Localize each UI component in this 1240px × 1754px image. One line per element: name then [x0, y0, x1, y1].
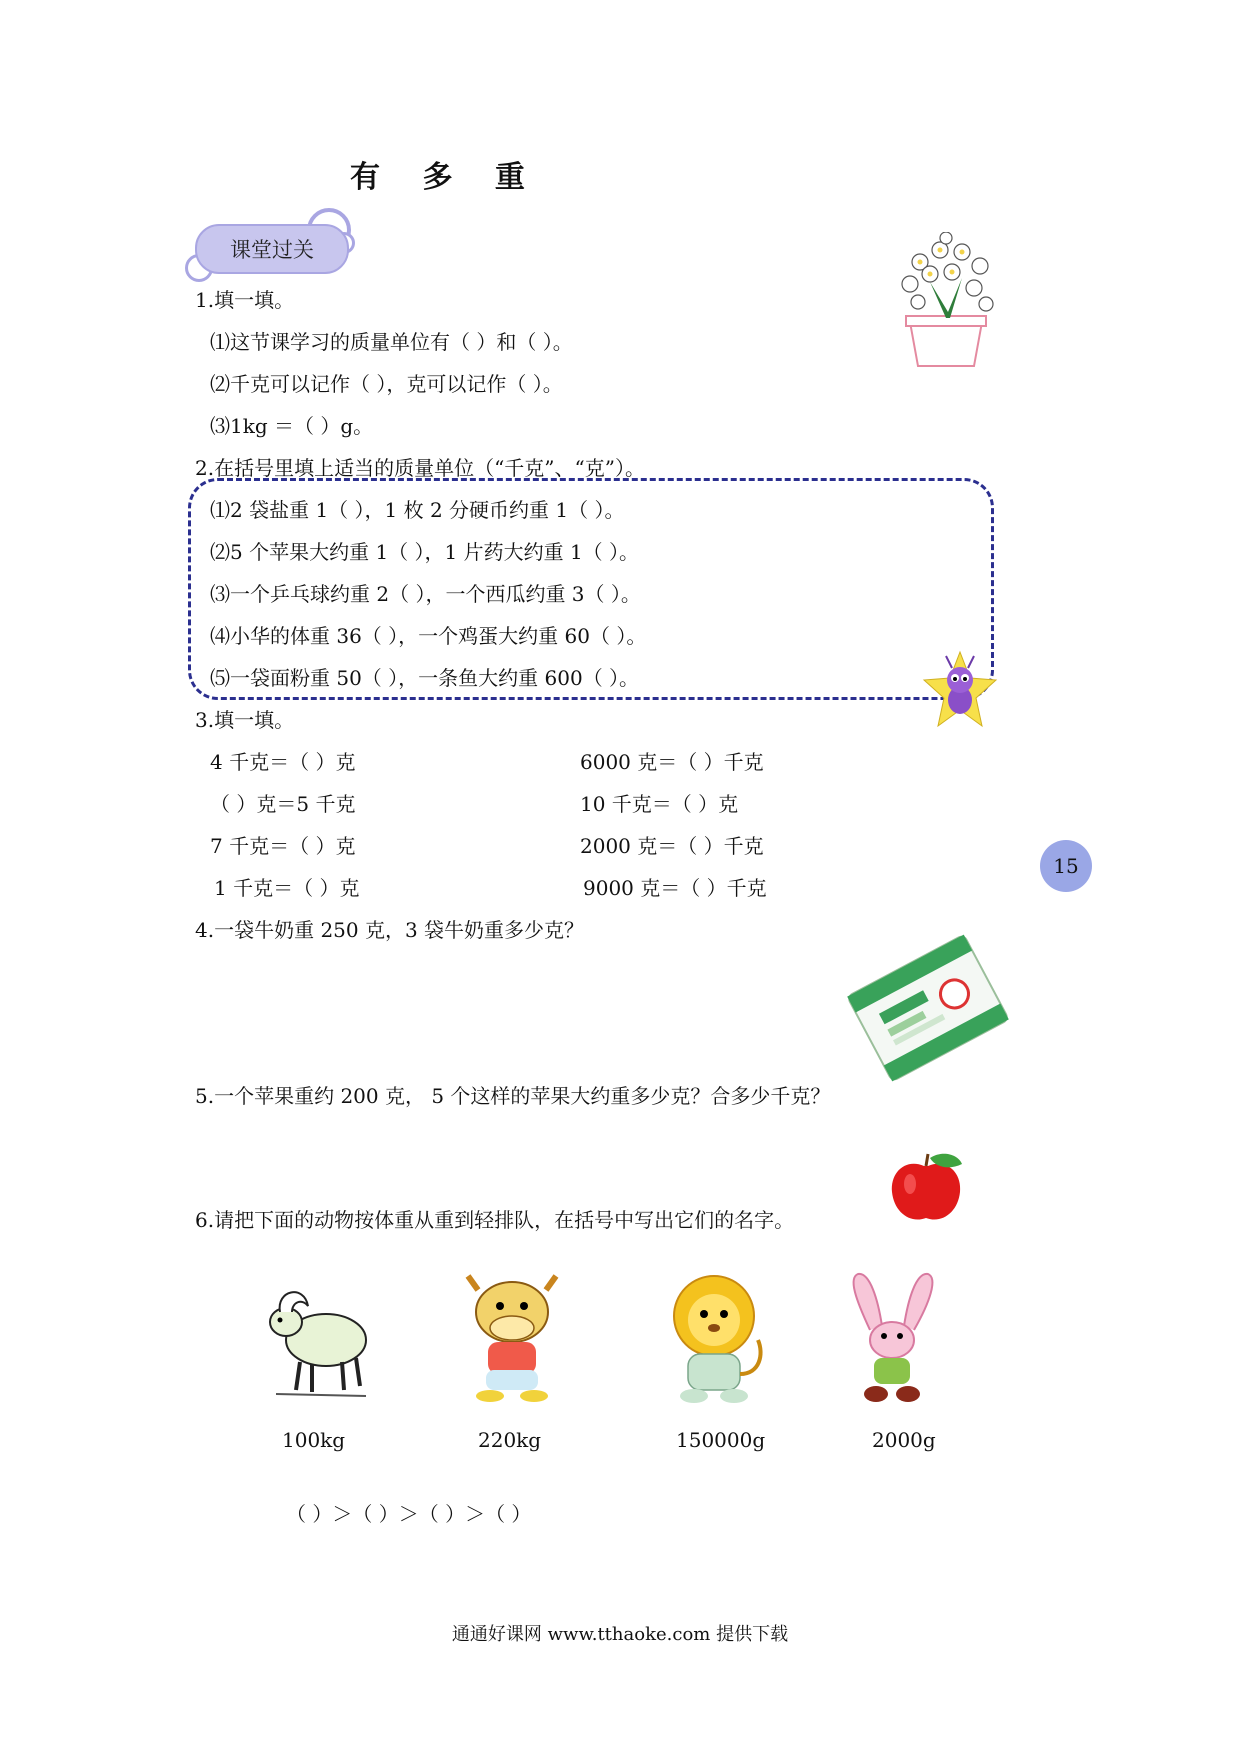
- ant-icon: [920, 648, 998, 732]
- ordering-blanks: （ ）＞（ ）＞（ ）＞（ ）: [286, 1502, 532, 1526]
- q6-heading: 6.请把下面的动物按体重从重到轻排队，在括号中写出它们的名字。: [195, 1208, 795, 1232]
- q1-item: ⑶1kg ＝（ ）g。: [210, 414, 374, 438]
- q3-right-item: 10 千克＝（ ）克: [580, 792, 739, 816]
- milk-bag-icon: [838, 920, 1018, 1096]
- q3-heading: 3.填一填。: [195, 708, 295, 732]
- rabbit-icon: [842, 1270, 938, 1410]
- page-number: 15: [1040, 840, 1092, 892]
- q3-right-item: 2000 克＝（ ）千克: [580, 834, 764, 858]
- q2-item: ⑴2 袋盐重 1（ ），1 枚 2 分硬币约重 1（ ）。: [210, 498, 625, 522]
- q2-heading: 2.在括号里填上适当的质量单位（“千克”、“克”）。: [195, 456, 645, 480]
- q3-left-item: 4 千克＝（ ）克: [210, 750, 356, 774]
- section-badge-label: 课堂过关: [195, 224, 349, 274]
- apple-icon: [886, 1150, 966, 1224]
- goat-icon: [256, 1276, 378, 1402]
- q2-item: ⑵5 个苹果大约重 1（ ），1 片药大约重 1（ ）。: [210, 540, 640, 564]
- q3-left-item: （ ）克＝5 千克: [210, 792, 356, 816]
- section-badge: [185, 208, 355, 282]
- q4-text: 4.一袋牛奶重 250 克，3 袋牛奶重多少克？: [195, 918, 585, 942]
- cow-icon: [460, 1272, 564, 1404]
- animal-weight: 220kg: [478, 1428, 542, 1452]
- q3-left-item: 1 千克＝（ ）克: [214, 876, 360, 900]
- animal-weight: 150000g: [676, 1428, 766, 1452]
- footer: 通通好课网 www.tthaoke.com 提供下载: [451, 1624, 789, 1645]
- q2-item: ⑸一袋面粉重 50（ ），一条鱼大约重 600（ ）。: [210, 666, 640, 690]
- flower-pot-icon: [890, 232, 1002, 368]
- page-title: 有 多 重: [350, 160, 541, 195]
- q5-text: 5.一个苹果重约 200 克， 5 个这样的苹果大约重多少克？合多少千克？: [195, 1084, 831, 1108]
- q2-item: ⑶一个乒乓球约重 2（ ），一个西瓜约重 3（ ）。: [210, 582, 641, 606]
- q1-item: ⑵千克可以记作（ ），克可以记作（ ）。: [210, 372, 563, 396]
- q1-item: ⑴这节课学习的质量单位有（ ）和（ ）。: [210, 330, 573, 354]
- animal-weight: 2000g: [872, 1428, 936, 1452]
- lion-icon: [664, 1274, 774, 1406]
- q1-heading: 1.填一填。: [195, 288, 295, 312]
- q2-item: ⑷小华的体重 36（ ），一个鸡蛋大约重 60（ ）。: [210, 624, 647, 648]
- q3-left-item: 7 千克＝（ ）克: [210, 834, 356, 858]
- q3-right-item: 9000 克＝（ ）千克: [583, 876, 767, 900]
- q3-right-item: 6000 克＝（ ）千克: [580, 750, 764, 774]
- animal-weight: 100kg: [282, 1428, 346, 1452]
